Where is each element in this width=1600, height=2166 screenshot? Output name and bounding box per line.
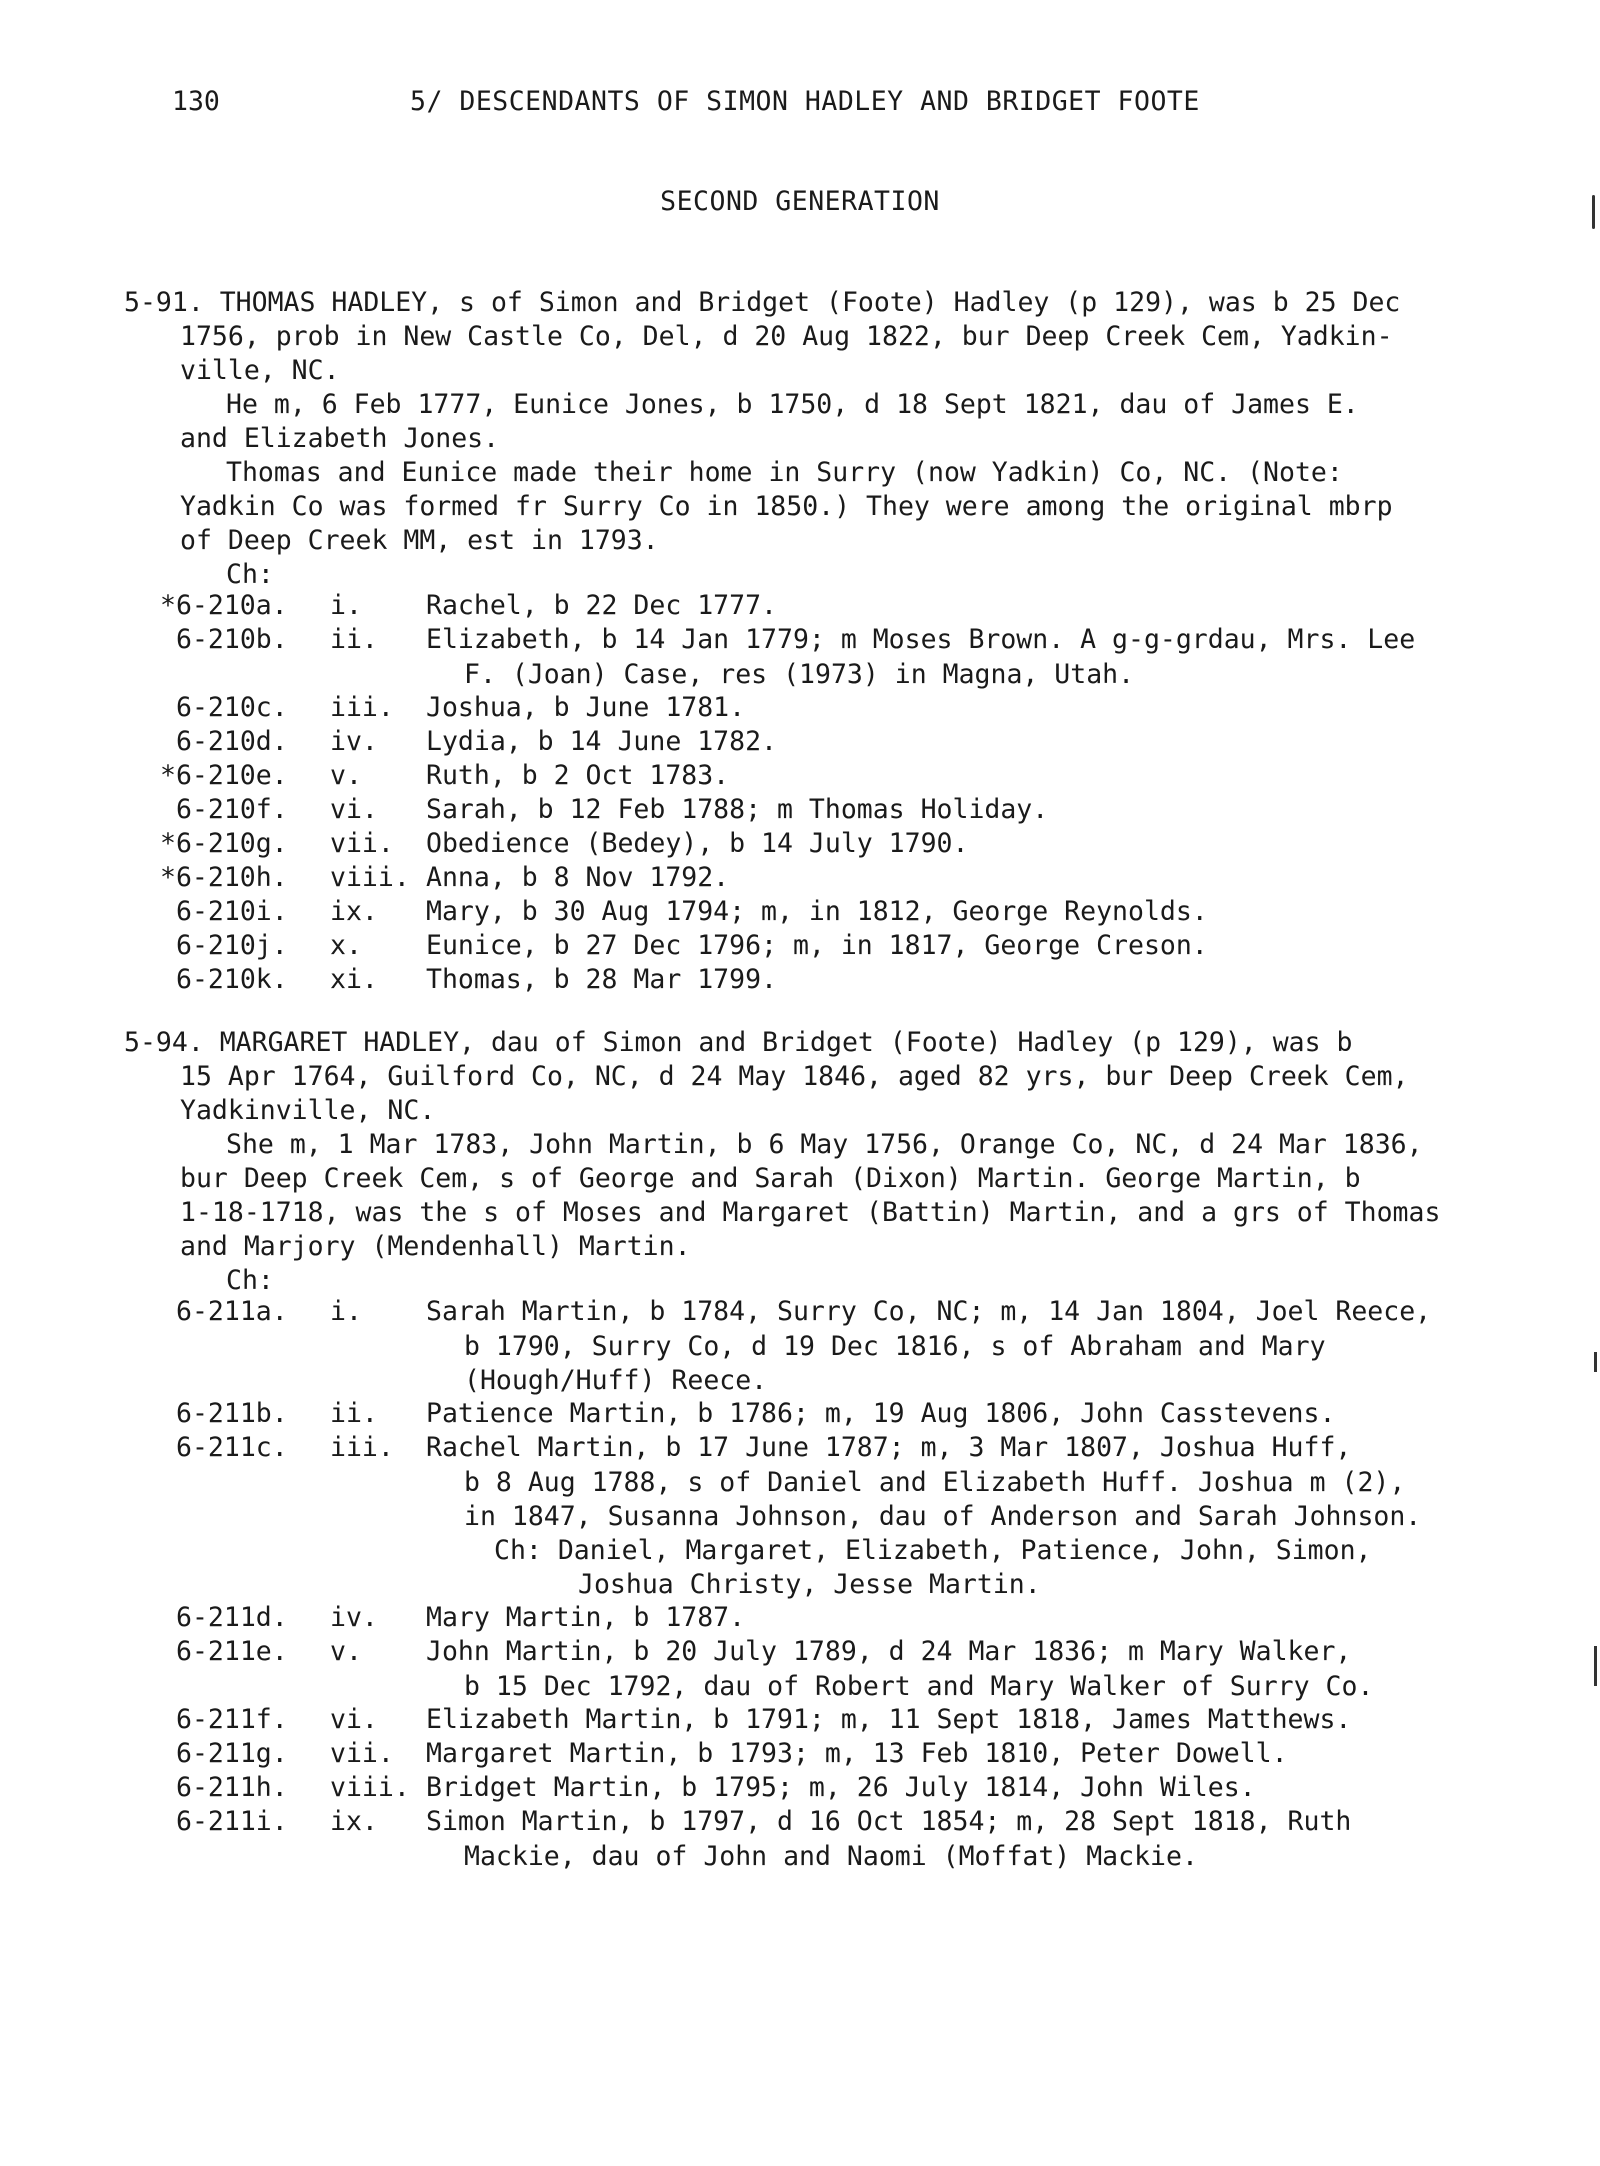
- entry-line: 1756, prob in New Castle Co, Del, d 20 Aug 1822, bur Deep Creek Cem, Yadkin-: [180, 321, 1393, 352]
- child-ordinal: viii.: [330, 862, 410, 893]
- scan-edge-mark: [1592, 195, 1595, 229]
- scan-edge-mark: [1594, 1352, 1597, 1372]
- child-text: Mary, b 30 Aug 1794; m, in 1812, George Reynolds.: [426, 896, 1208, 927]
- children-label: Ch:: [226, 1265, 274, 1296]
- child-row: [0, 862, 1600, 896]
- child-text-continued: (Hough/Huff) Reece.: [464, 1365, 768, 1396]
- section-heading: SECOND GENERATION: [660, 186, 940, 217]
- child-number: *6-210h.: [160, 862, 288, 893]
- child-number: 6-211d.: [176, 1602, 288, 1633]
- child-text: Elizabeth, b 14 Jan 1779; m Moses Brown. A g-g-grdau, Mrs. Lee: [426, 624, 1416, 655]
- entry-line: She m, 1 Mar 1783, John Martin, b 6 May 1756, Orange Co, NC, d 24 Mar 1836,: [226, 1129, 1423, 1160]
- child-number: 6-211b.: [176, 1398, 288, 1429]
- scan-edge-mark: [1594, 1646, 1597, 1686]
- grandchildren-line: Joshua Christy, Jesse Martin.: [578, 1569, 1041, 1600]
- child-row: [0, 896, 1600, 930]
- child-text: Ruth, b 2 Oct 1783.: [426, 760, 730, 791]
- child-text: Sarah Martin, b 1784, Surry Co, NC; m, 14 Jan 1804, Joel Reece,: [426, 1296, 1432, 1327]
- child-number: 6-211h.: [176, 1772, 288, 1803]
- page-number: 130: [172, 86, 220, 117]
- child-text: Lydia, b 14 June 1782.: [426, 726, 777, 757]
- child-ordinal: v.: [330, 1636, 362, 1667]
- child-text: Sarah, b 12 Feb 1788; m Thomas Holiday.: [426, 794, 1049, 825]
- child-row: [0, 1772, 1600, 1806]
- child-text: Thomas, b 28 Mar 1799.: [426, 964, 777, 995]
- child-row: [0, 590, 1600, 624]
- child-number: 6-210d.: [176, 726, 288, 757]
- entry-line: of Deep Creek MM, est in 1793.: [180, 525, 659, 556]
- child-row: [0, 1296, 1600, 1330]
- child-number: 6-210f.: [176, 794, 288, 825]
- child-ordinal: iv.: [330, 726, 378, 757]
- child-ordinal: iii.: [330, 692, 394, 723]
- child-number: 6-210j.: [176, 930, 288, 961]
- child-ordinal: ii.: [330, 624, 378, 655]
- child-number: 6-210c.: [176, 692, 288, 723]
- child-text: Mary Martin, b 1787.: [426, 1602, 746, 1633]
- children-label: Ch:: [226, 559, 274, 590]
- child-ordinal: iii.: [330, 1432, 394, 1463]
- entry-line: and Marjory (Mendenhall) Martin.: [180, 1231, 691, 1262]
- entry-line: Yadkinville, NC.: [180, 1095, 436, 1126]
- child-number: 6-211f.: [176, 1704, 288, 1735]
- child-number: 6-210k.: [176, 964, 288, 995]
- child-text: Rachel, b 22 Dec 1777.: [426, 590, 777, 621]
- child-number: *6-210a.: [160, 590, 288, 621]
- child-text-continued: b 8 Aug 1788, s of Daniel and Elizabeth Huff. Joshua m (2),: [464, 1467, 1406, 1498]
- child-ordinal: ii.: [330, 1398, 378, 1429]
- child-number: *6-210g.: [160, 828, 288, 859]
- entry-line: bur Deep Creek Cem, s of George and Sarah (Dixon) Martin. George Martin, b: [180, 1163, 1361, 1194]
- child-text: Rachel Martin, b 17 June 1787; m, 3 Mar 1807, Joshua Huff,: [426, 1432, 1352, 1463]
- child-number: 6-211e.: [176, 1636, 288, 1667]
- child-text-continued: in 1847, Susanna Johnson, dau of Anderson and Sarah Johnson.: [464, 1501, 1422, 1532]
- child-row: [0, 692, 1600, 726]
- child-text-continued: b 1790, Surry Co, d 19 Dec 1816, s of Abraham and Mary: [464, 1331, 1326, 1362]
- child-row: [0, 1432, 1600, 1466]
- child-row: [0, 1602, 1600, 1636]
- grandchildren-line: Ch: Daniel, Margaret, Elizabeth, Patience, John, Simon,: [494, 1535, 1372, 1566]
- child-row: [0, 624, 1600, 658]
- child-ordinal: x.: [330, 930, 362, 961]
- child-ordinal: vi.: [330, 1704, 378, 1735]
- child-text-continued: Mackie, dau of John and Naomi (Moffat) Mackie.: [464, 1841, 1198, 1872]
- child-text: Obedience (Bedey), b 14 July 1790.: [426, 828, 969, 859]
- child-ordinal: i.: [330, 1296, 362, 1327]
- child-ordinal: v.: [330, 760, 362, 791]
- child-row: [0, 828, 1600, 862]
- child-ordinal: i.: [330, 590, 362, 621]
- child-ordinal: vi.: [330, 794, 378, 825]
- child-row: [0, 726, 1600, 760]
- child-ordinal: vii.: [330, 1738, 394, 1769]
- child-row: [0, 1398, 1600, 1432]
- child-row: [0, 930, 1600, 964]
- child-ordinal: ix.: [330, 1806, 378, 1837]
- child-row: [0, 1704, 1600, 1738]
- child-text: Simon Martin, b 1797, d 16 Oct 1854; m, 28 Sept 1818, Ruth: [426, 1806, 1352, 1837]
- child-row: [0, 1738, 1600, 1772]
- child-ordinal: xi.: [330, 964, 378, 995]
- entry-line: 15 Apr 1764, Guilford Co, NC, d 24 May 1846, aged 82 yrs, bur Deep Creek Cem,: [180, 1061, 1409, 1092]
- child-number: 6-210i.: [176, 896, 288, 927]
- child-text: Joshua, b June 1781.: [426, 692, 746, 723]
- entry-line: 1-18-1718, was the s of Moses and Margaret (Battin) Martin, and a grs of Thomas: [180, 1197, 1441, 1228]
- child-text: Patience Martin, b 1786; m, 19 Aug 1806, John Casstevens.: [426, 1398, 1336, 1429]
- child-row: [0, 794, 1600, 828]
- child-number: 6-211i.: [176, 1806, 288, 1837]
- child-ordinal: viii.: [330, 1772, 410, 1803]
- entry-line: Yadkin Co was formed fr Surry Co in 1850.) They were among the original mbrp: [180, 491, 1393, 522]
- entry-heading-line: 5-94. MARGARET HADLEY, dau of Simon and Bridget (Foote) Hadley (p 129), was b: [124, 1027, 1353, 1058]
- running-title: 5/ DESCENDANTS OF SIMON HADLEY AND BRIDGET FOOTE: [410, 86, 1200, 117]
- entry-line: Thomas and Eunice made their home in Surry (now Yadkin) Co, NC. (Note:: [226, 457, 1343, 488]
- entry-line: He m, 6 Feb 1777, Eunice Jones, b 1750, d 18 Sept 1821, dau of James E.: [226, 389, 1359, 420]
- child-number: 6-210b.: [176, 624, 288, 655]
- child-ordinal: iv.: [330, 1602, 378, 1633]
- child-text: Bridget Martin, b 1795; m, 26 July 1814, John Wiles.: [426, 1772, 1256, 1803]
- child-row: [0, 760, 1600, 794]
- running-header: [0, 86, 1600, 126]
- child-number: 6-211c.: [176, 1432, 288, 1463]
- child-text: Margaret Martin, b 1793; m, 13 Feb 1810, Peter Dowell.: [426, 1738, 1288, 1769]
- entry-line: and Elizabeth Jones.: [180, 423, 500, 454]
- child-ordinal: ix.: [330, 896, 378, 927]
- child-number: *6-210e.: [160, 760, 288, 791]
- child-text-continued: F. (Joan) Case, res (1973) in Magna, Utah.: [464, 659, 1135, 690]
- child-text: Eunice, b 27 Dec 1796; m, in 1817, George Creson.: [426, 930, 1208, 961]
- child-number: 6-211g.: [176, 1738, 288, 1769]
- child-row: [0, 1636, 1600, 1670]
- child-ordinal: vii.: [330, 828, 394, 859]
- child-text: Anna, b 8 Nov 1792.: [426, 862, 730, 893]
- entry-heading-line: 5-91. THOMAS HADLEY, s of Simon and Bridget (Foote) Hadley (p 129), was b 25 Dec: [124, 287, 1401, 318]
- entry-line: ville, NC.: [180, 355, 340, 386]
- child-row: [0, 1806, 1600, 1840]
- child-number: 6-211a.: [176, 1296, 288, 1327]
- child-text-continued: b 15 Dec 1792, dau of Robert and Mary Walker of Surry Co.: [464, 1671, 1374, 1702]
- child-text: John Martin, b 20 July 1789, d 24 Mar 1836; m Mary Walker,: [426, 1636, 1352, 1667]
- child-row: [0, 964, 1600, 998]
- child-text: Elizabeth Martin, b 1791; m, 11 Sept 1818, James Matthews.: [426, 1704, 1352, 1735]
